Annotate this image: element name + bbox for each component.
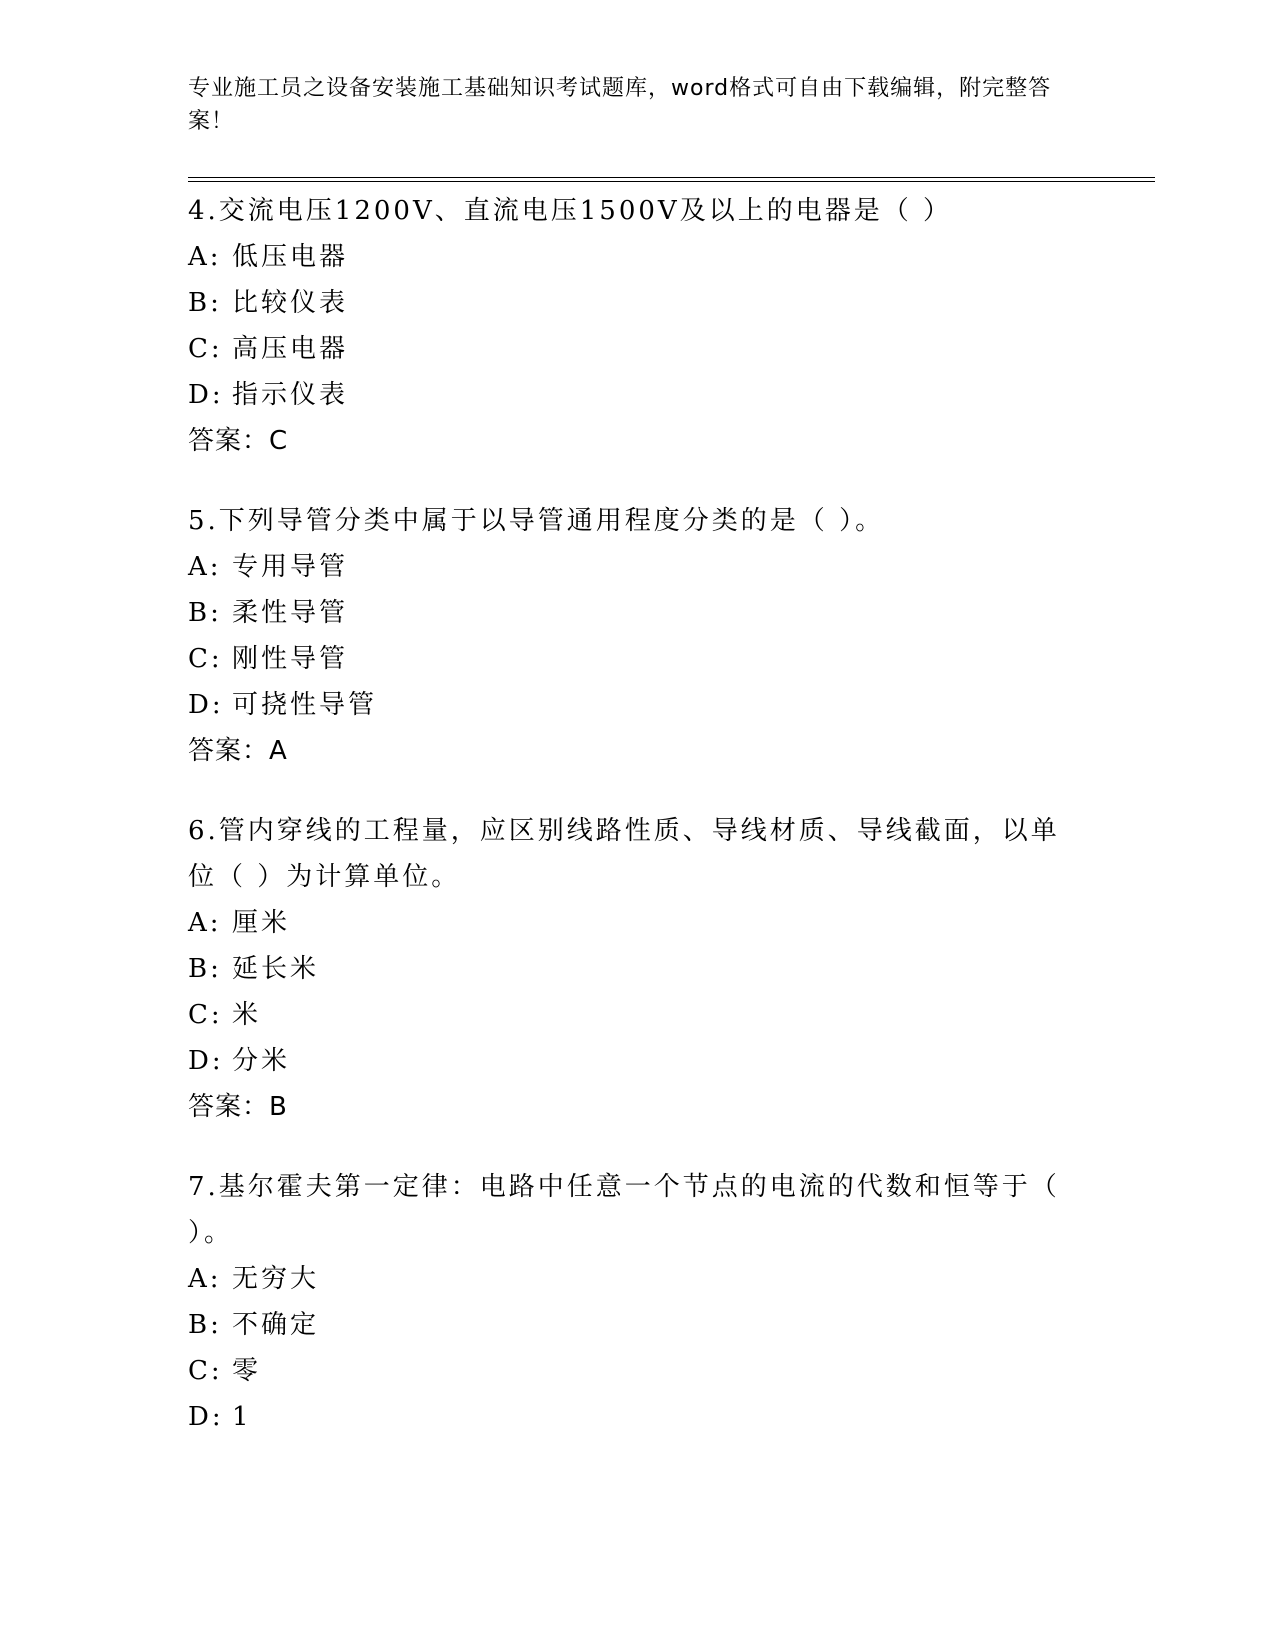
option-label: C: xyxy=(188,334,223,364)
answer: 答案：B xyxy=(188,1092,288,1122)
option-label: D: xyxy=(188,380,224,410)
option-text: 零 xyxy=(232,1356,262,1386)
question-7 xyxy=(188,1164,1068,1440)
option-label: C: xyxy=(188,1356,223,1386)
option-a xyxy=(188,544,1068,590)
header-rule-top xyxy=(188,177,1155,178)
option-label: C: xyxy=(188,644,223,674)
option-text: 1 xyxy=(232,1402,252,1432)
option-label: D: xyxy=(188,690,224,720)
option-text: 不确定 xyxy=(232,1310,320,1340)
option-text: 厘米 xyxy=(232,908,291,938)
option-label: B: xyxy=(188,1310,222,1340)
option-d xyxy=(188,682,1068,728)
question-list xyxy=(188,188,1068,1474)
question-stem: 5.下列导管分类中属于以导管通用程度分类的是（ ）。 xyxy=(188,506,885,536)
option-label: C: xyxy=(188,1000,223,1030)
option-text: 延长米 xyxy=(232,954,320,984)
answer: 答案：A xyxy=(188,736,288,766)
answer: 答案：C xyxy=(188,426,289,456)
document-header: 专业施工员之设备安装施工基础知识考试题库，word格式可自由下载编辑，附完整答案！ xyxy=(188,76,1052,134)
option-label: B: xyxy=(188,954,222,984)
option-a xyxy=(188,1256,1068,1302)
option-text: 指示仪表 xyxy=(232,380,349,410)
option-text: 可挠性导管 xyxy=(232,690,378,720)
option-b xyxy=(188,1302,1068,1348)
option-b xyxy=(188,946,1068,992)
option-c xyxy=(188,1348,1068,1394)
option-c xyxy=(188,992,1068,1038)
option-b xyxy=(188,280,1068,326)
option-b xyxy=(188,590,1068,636)
question-stem: 7.基尔霍夫第一定律：电路中任意一个节点的电流的代数和恒等于（ ）。 xyxy=(188,1172,1060,1248)
question-4 xyxy=(188,188,1068,464)
option-label: A: xyxy=(188,242,222,272)
option-label: A: xyxy=(188,908,222,938)
option-text: 无穷大 xyxy=(232,1264,320,1294)
option-text: 高压电器 xyxy=(232,334,349,364)
option-text: 比较仪表 xyxy=(232,288,349,318)
header-rule-bottom xyxy=(188,181,1155,182)
option-d xyxy=(188,1038,1068,1084)
option-a xyxy=(188,234,1068,280)
option-d xyxy=(188,1394,1068,1440)
option-label: D: xyxy=(188,1402,224,1432)
option-text: 低压电器 xyxy=(232,242,349,272)
option-a xyxy=(188,900,1068,946)
option-label: B: xyxy=(188,598,222,628)
question-stem: 4.交流电压1200V、直流电压1500V及以上的电器是（ ） xyxy=(188,196,952,226)
option-c xyxy=(188,636,1068,682)
question-6 xyxy=(188,808,1068,1130)
option-text: 专用导管 xyxy=(232,552,349,582)
option-c xyxy=(188,326,1068,372)
option-text: 柔性导管 xyxy=(232,598,349,628)
question-5 xyxy=(188,498,1068,774)
option-text: 刚性导管 xyxy=(232,644,349,674)
question-stem: 6.管内穿线的工程量，应区别线路性质、导线材质、导线截面，以单位（ ）为计算单位。 xyxy=(188,816,1060,892)
option-label: A: xyxy=(188,1264,222,1294)
option-text: 分米 xyxy=(232,1046,291,1076)
option-text: 米 xyxy=(232,1000,262,1030)
option-label: D: xyxy=(188,1046,224,1076)
option-label: B: xyxy=(188,288,222,318)
option-label: A: xyxy=(188,552,222,582)
option-d xyxy=(188,372,1068,418)
